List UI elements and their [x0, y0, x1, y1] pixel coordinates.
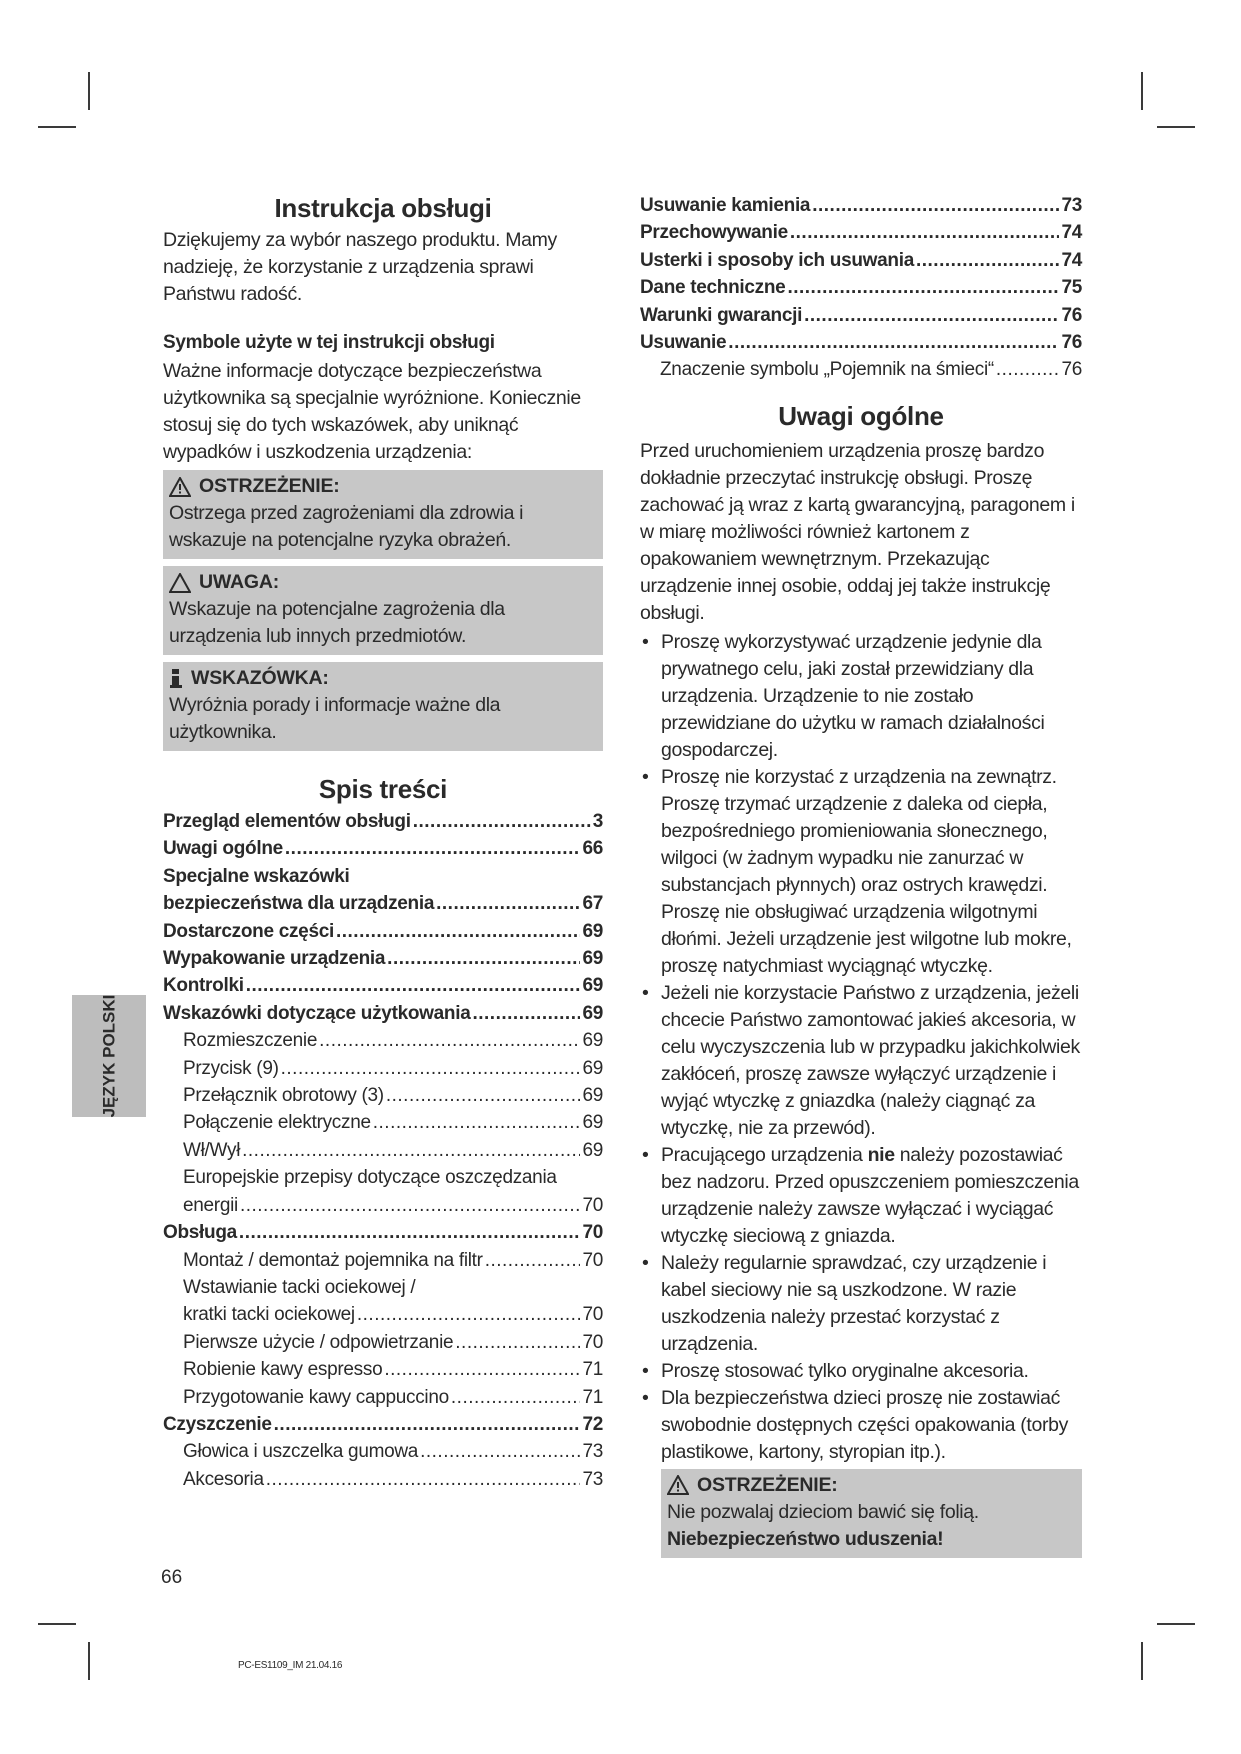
toc-entry-page: 70 [582, 1304, 603, 1326]
safety-bullet-item [640, 1385, 1082, 1466]
toc-entry-page: 70 [582, 1249, 603, 1271]
toc-entry-page: 71 [582, 1386, 603, 1408]
toc-leader-dots [240, 1192, 581, 1219]
toc-entry-label: Usuwanie [640, 332, 727, 354]
caution-triangle-icon [169, 573, 191, 593]
toc-entry-page: 69 [582, 975, 603, 997]
toc-leader-dots [996, 356, 1060, 383]
crop-mark [38, 1623, 76, 1625]
warning-heading: OSTRZEŻENIE: [697, 1473, 838, 1496]
toc-entry-page: 69 [582, 1085, 603, 1107]
bullet-text-bold: nie [867, 1143, 895, 1166]
crop-mark [1157, 1623, 1195, 1625]
toc-leader-dots [387, 945, 580, 972]
general-notes-title: Uwagi ogólne [778, 400, 944, 431]
footer-code: PC-ES1109_IM 21.04.16 [238, 1660, 343, 1671]
warning-text-regular: Nie pozwalaj dzieciom bawić się folią. [667, 1500, 979, 1523]
toc-entry-label: Połączenie elektryczne [183, 1112, 371, 1134]
toc-entry [163, 1438, 603, 1465]
toc-leader-dots [384, 1356, 580, 1383]
toc-leader-dots [812, 192, 1059, 219]
toc-entry-page: 73 [582, 1441, 603, 1463]
toc-leader-dots [790, 219, 1060, 246]
crop-mark [1141, 1642, 1143, 1680]
toc-entry-page: 70 [582, 1331, 603, 1353]
crop-mark [38, 126, 76, 128]
suffocation-warning-box [661, 1469, 1082, 1558]
suffocation-warning-text [667, 1499, 1076, 1553]
toc-entry [163, 1466, 603, 1493]
toc-entry-label: energii [183, 1194, 238, 1216]
crop-mark [1157, 126, 1195, 128]
toc-entry-label: Przygotowanie kawy cappuccino [183, 1386, 449, 1408]
toc-entry-label: Wskazówki dotyczące użytkowania [163, 1002, 471, 1024]
toc-entry [163, 1301, 603, 1328]
toc-entry [640, 302, 1082, 329]
toc-entry-page: 69 [582, 1057, 603, 1079]
toc-entry-page: 70 [582, 1194, 603, 1216]
toc-leader-dots [285, 835, 581, 862]
toc-entry-label: Głowica i uszczelka gumowa [183, 1441, 419, 1463]
toc-entry [163, 945, 603, 972]
bullet-text: Proszę stosować tylko oryginalne akcesoria. [661, 1359, 1029, 1382]
toc-entry [640, 329, 1082, 356]
page-number: 66 [161, 1567, 183, 1588]
toc-leader-dots [916, 247, 1059, 274]
toc-entry-label: Dane techniczne [640, 277, 786, 299]
toc-entry [640, 192, 1082, 219]
toc-entry-label: Pierwsze użycie / odpowietrzanie [183, 1331, 454, 1353]
toc-entry [163, 1329, 603, 1356]
toc-entry [163, 1384, 603, 1411]
toc-entry-page: 75 [1061, 277, 1082, 299]
toc-leader-dots [804, 302, 1059, 329]
language-tab [72, 995, 146, 1117]
toc-leader-dots [420, 1438, 580, 1465]
toc-entry [163, 1411, 603, 1438]
warning-box [163, 470, 603, 559]
toc-entry [640, 274, 1082, 301]
toc-entry: Wstawianie tacki ociekowej / [183, 1276, 416, 1298]
safety-bullet-item [640, 1250, 1082, 1358]
toc-entry [640, 247, 1082, 274]
toc-entry [163, 1109, 603, 1136]
toc-entry-label: kratki tacki ociekowej [183, 1304, 355, 1326]
toc-entry [163, 1082, 603, 1109]
toc-entry [163, 1192, 603, 1219]
safety-bullet-item [640, 764, 1082, 980]
toc-entry-page: 69 [582, 948, 603, 970]
warning-triangle-icon [169, 477, 191, 497]
toc-entry-label: Usterki i sposoby ich usuwania [640, 249, 914, 271]
bullet-text: Pracującego urządzenia [661, 1143, 868, 1166]
toc-entry [163, 1027, 603, 1054]
warning-heading: OSTRZEŻENIE: [199, 475, 340, 497]
toc-entry [163, 1137, 603, 1164]
toc-entry [163, 890, 603, 917]
toc-leader-dots [472, 1000, 580, 1027]
toc-entry-label: Akcesoria [183, 1468, 264, 1490]
toc-leader-dots [413, 808, 591, 835]
toc-leader-dots [336, 918, 580, 945]
caution-heading: UWAGA: [199, 571, 280, 593]
toc-entry [163, 918, 603, 945]
toc-entry-label: Wypakowanie urządzenia [163, 948, 386, 970]
toc-entry-page: 73 [1061, 195, 1082, 216]
toc-leader-dots [728, 329, 1059, 356]
toc-entry [163, 1055, 603, 1082]
toc-entry-page: 70 [582, 1222, 603, 1244]
toc-entry-label: Montaż / demontaż pojemnika na filtr [183, 1249, 483, 1271]
toc-entry-page: 73 [582, 1468, 603, 1490]
toc-entry-page: 76 [1061, 304, 1082, 326]
left-column [163, 192, 603, 1493]
toc-entry-page: 74 [1061, 249, 1082, 271]
toc-entry: Europejskie przepisy dotyczące oszczędzania [183, 1167, 557, 1189]
toc-leader-dots [246, 972, 581, 999]
right-column [640, 192, 1082, 1558]
toc-entry-label: Robienie kawy espresso [183, 1359, 383, 1381]
toc-entry [163, 808, 603, 835]
toc-entry-page: 69 [582, 1112, 603, 1134]
toc-leader-dots [787, 274, 1059, 301]
toc-leader-dots [281, 1055, 581, 1082]
bullet-dot: • [642, 981, 649, 1004]
toc-entry-label: Obsługa [163, 1222, 237, 1244]
toc-entry-label: Znaczenie symbolu „Pojemnik na śmieci“ [660, 359, 994, 381]
toc-leader-dots [373, 1109, 581, 1136]
toc-leader-dots [266, 1466, 581, 1493]
intro-text: Dziękujemy za wybór naszego produktu. Mamy nadzieję, że korzystanie z urządzenia sprawi Państwu radość. [163, 229, 557, 305]
safety-bullet-item [640, 1142, 1082, 1250]
toc-leader-dots [357, 1301, 581, 1328]
toc-entry-page: 76 [1061, 332, 1082, 354]
note-text: Wyróżnia porady i informacje ważne dla użytkownika. [169, 694, 501, 743]
toc-entry-page: 66 [582, 838, 603, 860]
toc-entry-page: 71 [582, 1359, 603, 1381]
bullet-dot: • [642, 1386, 649, 1409]
language-tab-label: JĘZYK POLSKI [99, 994, 118, 1118]
toc-entry-label: Uwagi ogólne [163, 838, 283, 860]
toc-leader-dots [485, 1247, 581, 1274]
toc-list-continued [640, 192, 1082, 384]
bullet-dot: • [642, 1251, 649, 1274]
bullet-text: Jeżeli nie korzystacie Państwo z urządzenia, jeżeli chcecie Państwo zamontować jakieś akcesoria, w celu wyczyszczenia lub w przypadku jakichkolwiek zakłóceń, proszę zawsze wyłączyć urządzenie i wyjąć wtyczkę z gniazdka (należy ciągnąć za wtyczkę, nie za przewód). [661, 981, 1080, 1139]
toc-leader-dots [274, 1411, 581, 1438]
crop-mark [88, 72, 90, 110]
caution-box [163, 566, 603, 655]
crop-mark [1141, 72, 1143, 110]
toc-entry [163, 1219, 603, 1246]
toc-entry [163, 1000, 603, 1027]
bullet-text: Proszę nie korzystać z urządzenia na zewnątrz. Proszę trzymać urządzenie z daleka od ciepła, bezpośredniego promieniowania słonecznego, wilgoci (w żadnym wypadku nie zanurzać w substancjach płynnych) oraz ostrych krawędzi. Proszę nie obsługiwać urządzenia wilgotnymi dłońmi. Jeżeli urządzenie jest wilgotne lub mokre, proszę natychmiast wyciągnąć wtyczkę. [661, 765, 1072, 977]
toc-entry-page: 76 [1061, 359, 1082, 381]
toc-entry-label: Przegląd elementów obsługi [163, 811, 411, 832]
warning-triangle-icon [667, 1475, 689, 1495]
toc-entry-page: 72 [582, 1413, 603, 1435]
symbols-heading: Symbole użyte w tej instrukcji obsługi [163, 332, 495, 353]
toc-entry-page: 69 [582, 920, 603, 942]
toc-leader-dots [451, 1384, 581, 1411]
manual-title: Instrukcja obsługi [274, 193, 492, 223]
toc-title: Spis treści [318, 774, 448, 804]
info-icon [169, 669, 183, 689]
toc-entry-label: Wł/Wył [183, 1139, 241, 1161]
toc-entry-label: bezpieczeństwa dla urządzenia [163, 893, 435, 915]
bullet-text: Należy regularnie sprawdzać, czy urządzenie i kabel sieciowy nie są uszkodzone. W razie uszkodzenia należy przestać korzystać z urządzenia. [661, 1251, 1047, 1355]
bullet-text: należy pozostawiać bez nadzoru. Przed opuszczeniem pomieszczenia urządzenie należy zawsze wyłączać i wyciągać wtyczkę sieciową z gniazda. [661, 1143, 1079, 1247]
warning-text-bold: Niebezpieczeństwo uduszenia! [667, 1527, 944, 1550]
toc-entry-label: Rozmieszczenie [183, 1030, 318, 1052]
note-heading: WSKAZÓWKA: [191, 667, 329, 689]
safety-bullet-item [640, 980, 1082, 1142]
toc-entry-label: Przechowywanie [640, 222, 788, 244]
bullet-text: Dla bezpieczeństwa dzieci proszę nie zostawiać swobodnie dostępnych części opakowania (torby plastikowe, kartony, styropian itp.). [661, 1386, 1068, 1463]
note-box [163, 662, 603, 751]
toc-entry-label: Warunki gwarancji [640, 304, 803, 326]
general-notes-text: Przed uruchomieniem urządzenia proszę bardzo dokładnie przeczytać instrukcję obsługi. Proszę zachować ją wraz z kartą gwarancyjną, paragonem i w miarę możliwości również kartonem z opakowaniem wewnętrznym. Przekazując urządzenie innej osobie, oddaj jej także instrukcję obsługi. [640, 439, 1075, 624]
safety-bullet-item [640, 629, 1082, 764]
toc-leader-dots [436, 890, 580, 917]
bullet-dot: • [642, 1359, 649, 1382]
toc-entry-page: 69 [582, 1030, 603, 1052]
toc-entry [163, 1356, 603, 1383]
crop-mark [88, 1642, 90, 1680]
toc-entry: Specjalne wskazówki [163, 865, 350, 887]
toc-entry-label: Dostarczone części [163, 920, 334, 942]
warning-text: Ostrzega przed zagrożeniami dla zdrowia i wskazuje na potencjalne ryzyka obrażeń. [169, 502, 524, 551]
toc-entry [640, 219, 1082, 246]
bullet-dot: • [642, 630, 649, 653]
symbols-text: Ważne informacje dotyczące bezpieczeństwa użytkownika są specjalnie wyróżnione. Koniecznie stosuj się do tych wskazówek, aby uniknąć wypadków i uszkodzenia urządzenia: [163, 360, 581, 463]
toc-entry-label: Przełącznik obrotowy (3) [183, 1085, 384, 1107]
toc-entry [163, 1247, 603, 1274]
toc-entry-page: 3 [592, 811, 603, 832]
toc-entry-page: 74 [1061, 222, 1082, 244]
caution-text: Wskazuje na potencjalne zagrożenia dla urządzenia lub innych przedmiotów. [169, 598, 505, 647]
safety-bullet-item [640, 1358, 1082, 1385]
bullet-dot: • [642, 765, 649, 788]
toc-entry-label: Kontrolki [163, 975, 244, 997]
safety-bullet-list [640, 629, 1082, 1466]
toc-leader-dots [239, 1219, 581, 1246]
bullet-dot: • [642, 1143, 649, 1166]
toc-entry-label: Czyszczenie [163, 1413, 272, 1435]
toc-entry [163, 972, 603, 999]
toc-leader-dots [455, 1329, 580, 1356]
toc-entry [640, 356, 1082, 383]
toc-leader-dots [242, 1137, 580, 1164]
toc-entry-page: 69 [582, 1139, 603, 1161]
bullet-text: Proszę wykorzystywać urządzenie jedynie dla prywatnego celu, jaki został przewidziany dla urządzenia. Urządzenie to nie zostało przewidziane do użytku w ramach działalności gospodarczej. [661, 630, 1045, 761]
toc-list [163, 808, 603, 1493]
toc-entry-page: 67 [582, 893, 603, 915]
toc-leader-dots [386, 1082, 581, 1109]
toc-entry [163, 835, 603, 862]
toc-entry-label: Usuwanie kamienia [640, 195, 811, 216]
toc-entry-label: Przycisk (9) [183, 1057, 279, 1079]
toc-leader-dots [319, 1027, 580, 1054]
toc-entry-page: 69 [582, 1002, 603, 1024]
